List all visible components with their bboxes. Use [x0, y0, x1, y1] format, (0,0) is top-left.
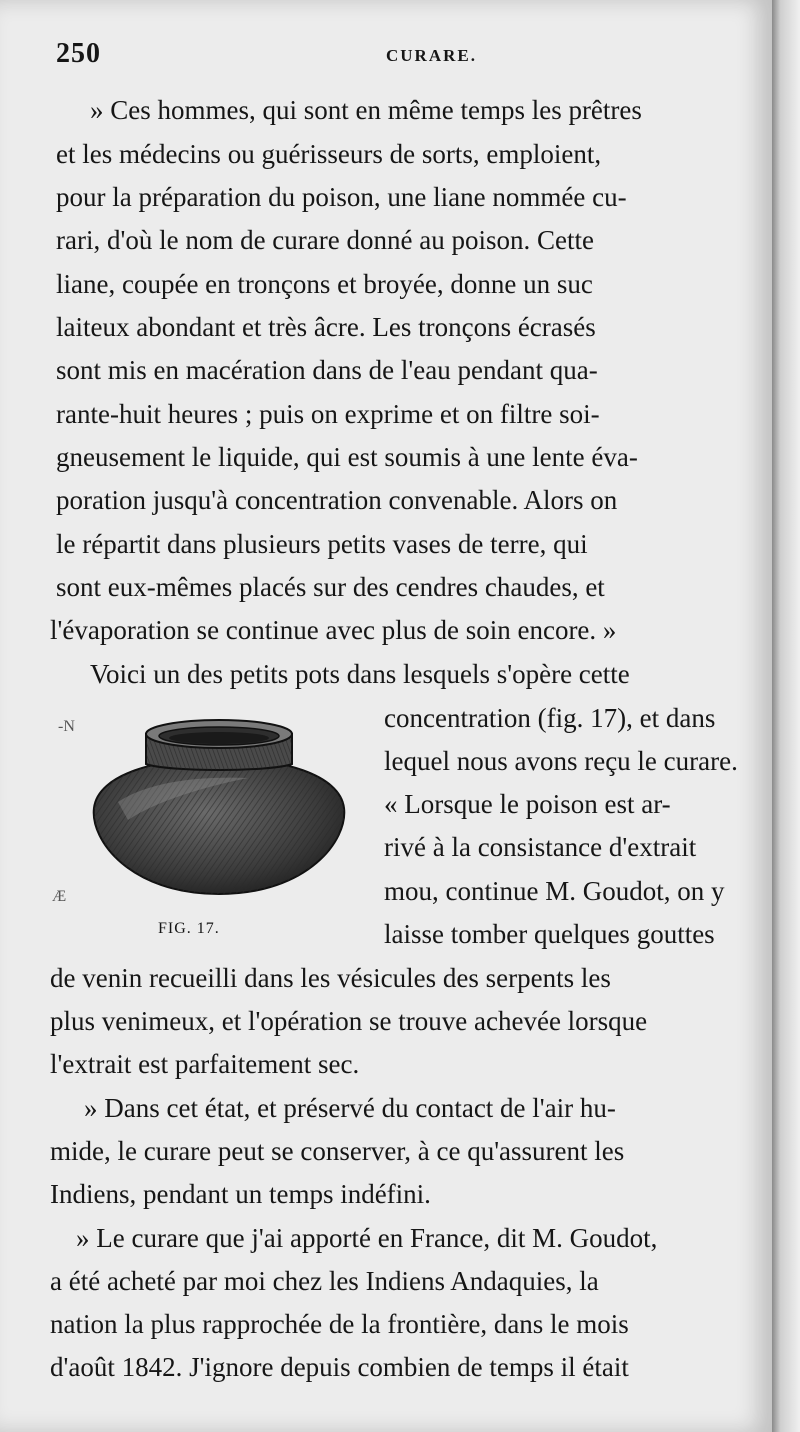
- text-line: » Le curare que j'ai apporté en France, dit M. Goudot,: [76, 1223, 658, 1253]
- text-line: liane, coupée en tronçons et broyée, donne un suc: [56, 269, 593, 299]
- text-line: pour la préparation du poison, une liane nommée cu-: [56, 182, 627, 212]
- text-line: mou, continue M. Goudot, on y: [384, 876, 725, 906]
- text-line: rante-huit heures ; puis on exprime et on filtre soi-: [56, 399, 600, 429]
- text-line: sont mis en macération dans de l'eau pendant qua-: [56, 355, 598, 385]
- margin-mark: -N: [58, 718, 75, 735]
- text-line: laiteux abondant et très âcre. Les tronçons écrasés: [56, 312, 596, 342]
- text-line: laisse tomber quelques gouttes: [384, 919, 715, 949]
- pot-engraving: [88, 712, 350, 900]
- pot-illustration: [88, 712, 350, 900]
- text-line: » Ces hommes, qui sont en même temps les prêtres: [90, 95, 642, 125]
- text-line: concentration (fig. 17), et dans: [384, 703, 716, 733]
- text-line: » Dans cet état, et préservé du contact de l'air hu-: [84, 1093, 616, 1123]
- text-line: plus venimeux, et l'opération se trouve achevée lorsque: [50, 1006, 648, 1036]
- text-line: a été acheté par moi chez les Indiens Andaquies, la: [50, 1266, 599, 1296]
- margin-mark: Æ: [52, 888, 67, 905]
- text-line: l'extrait est parfaitement sec.: [50, 1049, 360, 1079]
- text-line: sont eux-mêmes placés sur des cendres chaudes, et: [56, 572, 605, 602]
- text-line: rivé à la consistance d'extrait: [384, 832, 697, 862]
- figure-caption: FIG. 17.: [158, 920, 220, 937]
- text-line: poration jusqu'à concentration convenable. Alors on: [56, 485, 618, 515]
- text-line: rari, d'où le nom de curare donné au poison. Cette: [56, 225, 594, 255]
- text-line: gneusement le liquide, qui est soumis à une lente éva-: [56, 442, 638, 472]
- text-line: nation la plus rapprochée de la frontière, dans le mois: [50, 1309, 629, 1339]
- text-line: lequel nous avons reçu le curare.: [384, 746, 738, 776]
- text-line: mide, le curare peut se conserver, à ce qu'assurent les: [50, 1136, 625, 1166]
- running-title: CURARE.: [386, 46, 477, 65]
- text-line: Indiens, pendant un temps indéfini.: [50, 1179, 431, 1209]
- text-line: l'évaporation se continue avec plus de soin encore. »: [50, 615, 617, 645]
- page-header: [56, 38, 756, 78]
- text-line: le répartit dans plusieurs petits vases de terre, qui: [56, 529, 588, 559]
- text-line: et les médecins ou guérisseurs de sorts, emploient,: [56, 139, 602, 169]
- book-gutter: [772, 0, 800, 1432]
- page-number: 250: [56, 38, 101, 69]
- text-line: de venin recueilli dans les vésicules des serpents les: [50, 963, 611, 993]
- text-line: Voici un des petits pots dans lesquels s'opère cette: [90, 659, 630, 689]
- text-line: « Lorsque le poison est ar-: [384, 789, 671, 819]
- text-line: d'août 1842. J'ignore depuis combien de temps il était: [50, 1352, 629, 1382]
